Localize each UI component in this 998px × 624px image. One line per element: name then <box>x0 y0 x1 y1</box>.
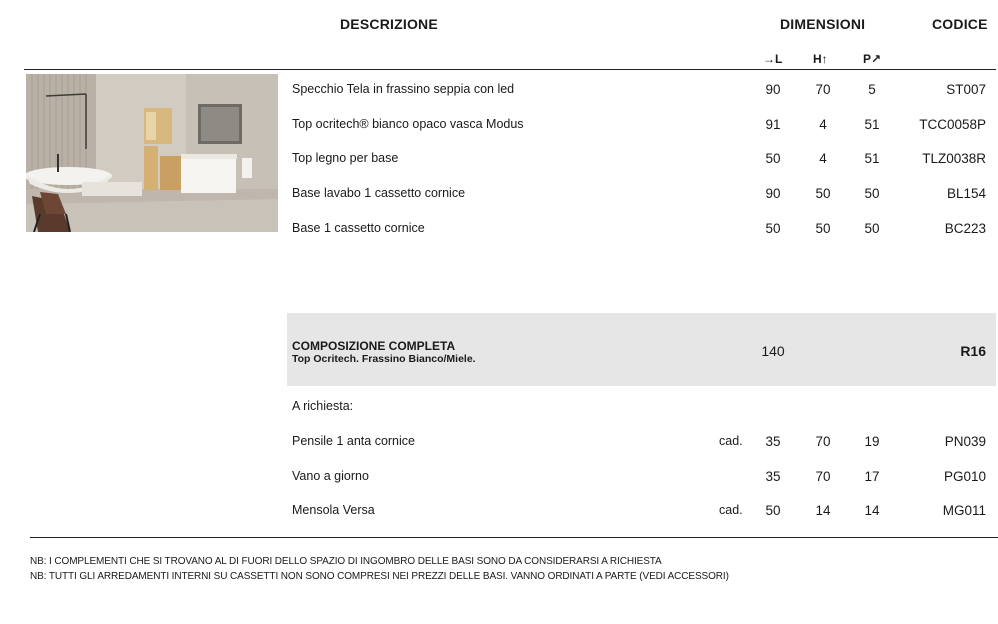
extra-description: Pensile 1 anta cornice <box>292 434 415 448</box>
item-height: 4 <box>819 151 827 166</box>
item-description: Top ocritech® bianco opaco vasca Modus <box>292 117 524 131</box>
composition-summary <box>287 313 996 386</box>
header-code: CODICE <box>932 16 988 32</box>
extra-unit: cad. <box>719 503 743 517</box>
on-request-label: A richiesta: <box>292 399 354 413</box>
header-dimensions: DIMENSIONI <box>780 16 866 32</box>
table-row <box>0 503 998 523</box>
item-depth: 51 <box>864 151 880 166</box>
header-rule <box>24 69 996 70</box>
table-row <box>0 221 998 241</box>
extra-depth: 14 <box>864 503 880 518</box>
item-code: TLZ0038R <box>922 151 986 166</box>
item-length: 50 <box>765 221 781 236</box>
footer-rule <box>30 537 998 538</box>
table-row <box>0 117 998 137</box>
composition-code: R16 <box>960 343 986 359</box>
table-row <box>0 186 998 206</box>
item-length: 50 <box>765 151 781 166</box>
extra-height: 70 <box>815 469 831 484</box>
note-line: NB: I COMPLEMENTI CHE SI TROVANO AL DI FUORI DELLO SPAZIO DI INGOMBRO DELLE BASI SONO DA CONSIDERARSI A RICHIESTA <box>30 556 662 567</box>
extra-depth: 19 <box>864 434 880 449</box>
table-row <box>0 469 998 489</box>
item-depth: 51 <box>864 117 880 132</box>
dim-length-label: →L <box>763 52 783 66</box>
extra-code: MG011 <box>942 503 986 518</box>
composition-subtitle: Top Ocritech. Frassino Bianco/Miele. <box>292 353 476 365</box>
extra-unit: cad. <box>719 434 743 448</box>
item-height: 50 <box>815 221 831 236</box>
item-description: Top legno per base <box>292 151 399 165</box>
composition-width: 140 <box>761 343 785 359</box>
extra-code: PG010 <box>943 469 986 484</box>
table-row <box>0 82 998 102</box>
extra-depth: 17 <box>864 469 880 484</box>
item-code: ST007 <box>946 82 986 97</box>
note-line: NB: TUTTI GLI ARREDAMENTI INTERNI SU CASSETTI NON SONO COMPRESI NEI PREZZI DELLE BASI. VANNO ORDINATI A PARTE (VEDI ACCESSORI) <box>30 571 729 582</box>
header-description: DESCRIZIONE <box>340 16 438 32</box>
item-description: Base lavabo 1 cassetto cornice <box>292 186 466 200</box>
item-description: Specchio Tela in frassino seppia con led <box>292 82 515 96</box>
table-row <box>0 151 998 171</box>
on-request-heading-row <box>0 399 998 419</box>
item-height: 70 <box>815 82 831 97</box>
item-length: 91 <box>765 117 781 132</box>
extra-description: Mensola Versa <box>292 503 375 517</box>
composition-title: COMPOSIZIONE COMPLETA <box>292 339 456 353</box>
item-depth: 50 <box>864 221 880 236</box>
extra-code: PN039 <box>944 434 986 449</box>
item-length: 90 <box>765 82 781 97</box>
item-code: BL154 <box>946 186 986 201</box>
dim-height-label: H↑ <box>813 52 828 66</box>
extra-height: 14 <box>815 503 831 518</box>
extra-length: 35 <box>765 469 781 484</box>
item-height: 4 <box>819 117 827 132</box>
table-row <box>0 434 998 454</box>
item-code: TCC0058P <box>919 117 986 132</box>
item-height: 50 <box>815 186 831 201</box>
item-length: 90 <box>765 186 781 201</box>
item-depth: 50 <box>864 186 880 201</box>
extra-length: 35 <box>765 434 781 449</box>
extra-length: 50 <box>765 503 781 518</box>
dim-depth-label: P↗ <box>863 52 882 66</box>
extra-height: 70 <box>815 434 831 449</box>
item-description: Base 1 cassetto cornice <box>292 221 425 235</box>
item-depth: 5 <box>868 82 876 97</box>
item-code: BC223 <box>944 221 986 236</box>
extra-description: Vano a giorno <box>292 469 369 483</box>
